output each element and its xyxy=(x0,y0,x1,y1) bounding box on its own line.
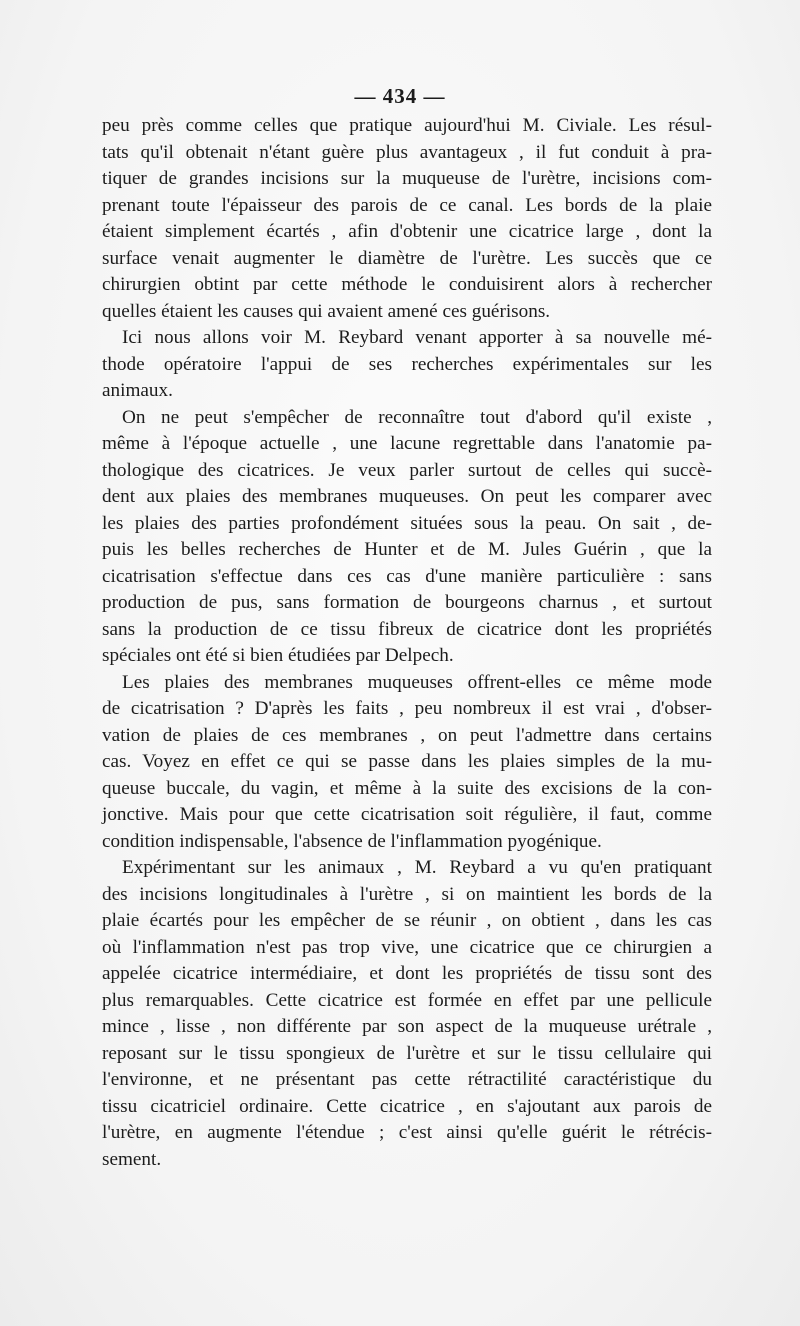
body-text xyxy=(102,113,712,1173)
text-line: plaie écartés pour les empêcher de se réunir , on obtient , dans les cas xyxy=(102,910,712,931)
text-line: surface venait augmenter le diamètre de l'urètre. Les succès que ce xyxy=(102,247,712,269)
text-line: On ne peut s'empêcher de reconnaître tout d'abord qu'il existe , xyxy=(122,406,712,428)
text-line: les plaies des parties profondément situées sous la peau. On sait , de- xyxy=(102,512,712,534)
text-line: animaux. xyxy=(102,380,173,401)
text-line: l'urètre, en augmente l'étendue ; c'est ainsi qu'elle guérit le rétrécis- xyxy=(102,1122,712,1143)
text-line: thode opératoire l'appui de ses recherches expérimentales sur les xyxy=(102,353,712,375)
text-line: jonctive. Mais pour que cette cicatrisation soit régulière, il faut, comme xyxy=(102,804,712,825)
text-line: peu près comme celles que pratique aujourd'hui M. Civiale. Les résul- xyxy=(102,115,712,136)
text-line: tissu cicatriciel ordinaire. Cette cicatrice , en s'ajoutant aux parois de xyxy=(102,1095,712,1117)
text-line: où l'inflammation n'est pas trop vive, une cicatrice que ce chirurgien a xyxy=(102,936,712,958)
text-line: cas. Voyez en effet ce qui se passe dans les plaies simples de la mu- xyxy=(102,751,712,772)
text-line: étaient simplement écartés , afin d'obtenir une cicatrice large , dont la xyxy=(102,221,712,242)
text-line: mince , lisse , non différente par son aspect de la muqueuse urétrale , xyxy=(102,1016,712,1037)
text-line: appelée cicatrice intermédiaire, et dont les propriétés de tissu sont des xyxy=(102,963,712,984)
text-line: même à l'époque actuelle , une lacune regrettable dans l'anatomie pa- xyxy=(102,433,712,454)
text-line: queuse buccale, du vagin, et même à la suite des excisions de la con- xyxy=(102,777,712,799)
text-line: Ici nous allons voir M. Reybard venant apporter à sa nouvelle mé- xyxy=(122,327,712,348)
text-line: l'environne, et ne présentant pas cette rétractilité caractéristique du xyxy=(102,1069,712,1090)
text-line: production de pus, sans formation de bourgeons charnus , et surtout xyxy=(102,592,712,613)
text-line: sement. xyxy=(102,1148,162,1170)
text-line: Les plaies des membranes muqueuses offrent-elles ce même mode xyxy=(122,671,712,693)
text-line: spéciales ont été si bien étudiées par Delpech. xyxy=(102,645,454,666)
text-line: tiquer de grandes incisions sur la muqueuse de l'urètre, incisions com- xyxy=(102,168,712,189)
text-line: sans la production de ce tissu fibreux de cicatrice dont les propriétés xyxy=(102,618,712,640)
text-line: des incisions longitudinales à l'urètre , si on maintient les bords de la xyxy=(102,883,712,905)
text-line: thologique des cicatrices. Je veux parler surtout de celles qui succè- xyxy=(102,459,712,481)
text-line: quelles étaient les causes qui avaient amené ces guérisons. xyxy=(102,300,551,322)
text-line: plus remarquables. Cette cicatrice est formée en effet par une pellicule xyxy=(102,989,712,1011)
text-line: vation de plaies de ces membranes , on peut l'admettre dans certains xyxy=(102,724,712,746)
text-line: chirurgien obtint par cette méthode le conduisirent alors à rechercher xyxy=(102,274,712,295)
text-line: puis les belles recherches de Hunter et de M. Jules Guérin , que la xyxy=(102,539,712,560)
text-line: prenant toute l'épaisseur des parois de ce canal. Les bords de la plaie xyxy=(102,194,712,216)
text-line: cicatrisation s'effectue dans ces cas d'une manière particulière : sans xyxy=(102,565,712,587)
text-line: tats qu'il obtenait n'étant guère plus avantageux , il fut conduit à pra- xyxy=(102,141,712,163)
text-line: reposant sur le tissu spongieux de l'urètre et sur le tissu cellulaire qui xyxy=(102,1042,712,1064)
text-line: Expérimentant sur les animaux , M. Reybard a vu qu'en pratiquant xyxy=(122,857,712,878)
text-line: de cicatrisation ? D'après les faits , peu nombreux il est vrai , d'obser- xyxy=(102,698,712,719)
text-line: condition indispensable, l'absence de l'inflammation pyogénique. xyxy=(102,830,602,852)
page-number: — 434 — xyxy=(354,84,446,108)
text-line: dent aux plaies des membranes muqueuses. On peut les comparer avec xyxy=(102,486,712,507)
